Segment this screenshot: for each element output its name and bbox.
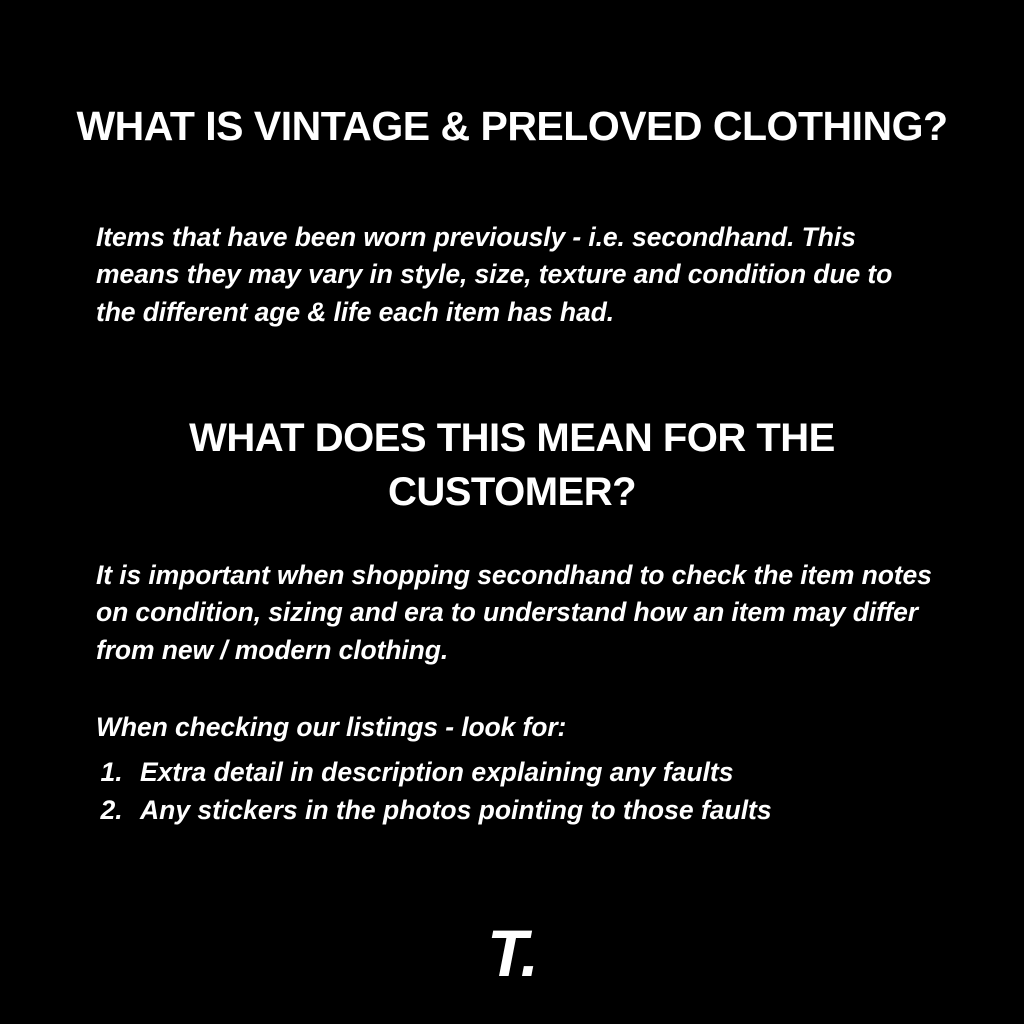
customer-guidance-paragraph: It is important when shopping secondhand to check the item notes on condition, sizing and era to understand how an item may differ from new / modern clothing. [96,559,932,665]
page-title: WHAT IS VINTAGE & PRELOVED CLOTHING? [76,103,948,150]
brand-logo: T. [487,916,537,990]
list-item: 1. Extra detail in description explaining any faults [130,753,970,791]
definition-paragraph: Items that have been worn previously - i.e. secondhand. This means they may vary in style, size, texture and condition due to the different age & life each item has had. [96,221,893,327]
section-heading-customer: WHAT DOES THIS MEAN FOR THE CUSTOMER? [189,416,835,515]
checklist [96,753,970,830]
listings-prompt-paragraph: When checking our listings - look for: [96,711,567,742]
list-item: 2. Any stickers in the photos pointing to those faults [130,791,970,829]
